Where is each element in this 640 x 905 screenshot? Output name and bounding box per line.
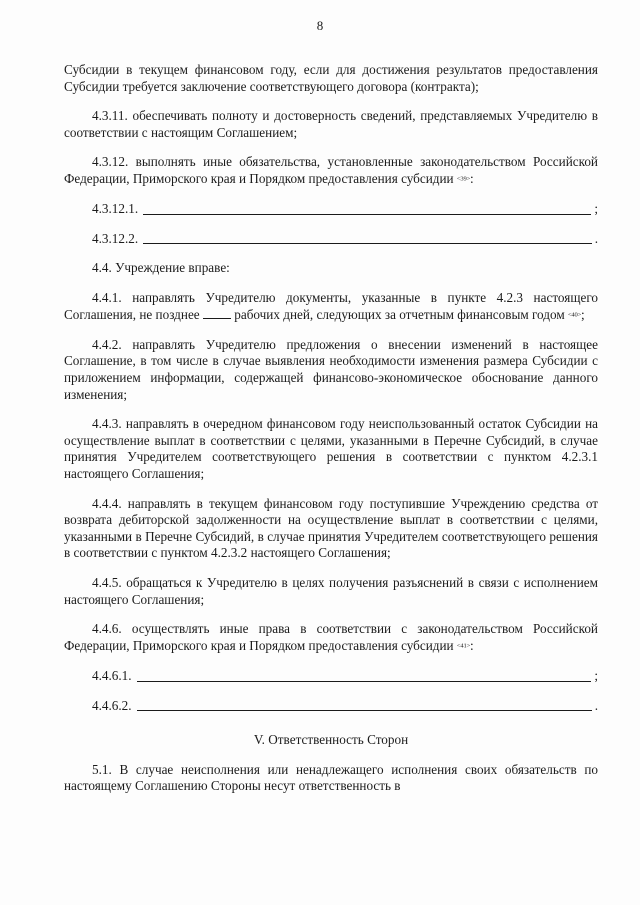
section-heading-responsibility: V. Ответственность Сторон — [253, 732, 409, 748]
paragraph-4-4-1-end: ; — [581, 306, 585, 322]
paragraph-4-3-12-text: 4.3.12. выполнять иные обязательства, установленные законодательством Российской Федерации, Приморского края и Порядком предоставления субсидии — [64, 154, 598, 186]
blank-line-4-4-6-1 — [64, 668, 598, 685]
paragraph-5-1: 5.1. В случае неисполнения или ненадлежащего исполнения своих обязательств по настоящему Соглашению Стороны несут ответственность в — [64, 761, 598, 794]
blank-line-4-4-6-2 — [64, 698, 598, 715]
paragraph-4-4-6-text: 4.4.6. осуществлять иные права в соответствии с законодательством Российской Федерации, Приморского края и Порядком предоставления субсидии — [64, 621, 598, 653]
fill-in-rule — [137, 680, 591, 682]
paragraph-4-4-1 — [64, 290, 598, 324]
paragraph-4-4-1-text-a: 4.4.1. направлять Учредителю документы, указанные в пункте 4.2.3 настоящего Соглашения, не позднее — [64, 290, 598, 322]
blank-line-number: 4.3.12.1. — [92, 201, 142, 217]
paragraph-4-4-1-text-b: рабочих дней, следующих за отчетным финансовым годом — [230, 306, 568, 322]
paragraph-4-3-12-end: : — [469, 170, 474, 186]
paragraph-4-3-11: 4.3.11. обеспечивать полноту и достоверность сведений, представляемых Учредителю в соответствии с настоящим Соглашением; — [64, 108, 598, 140]
blank-line-number: 4.4.6.1. — [92, 668, 135, 684]
paragraph-subsidy-contract: Субсидии в текущем финансовом году, если для достижения результатов предоставления Субсидии требуется заключение соответствующего договора (контракта); — [64, 62, 598, 94]
blank-line-end: ; — [594, 201, 598, 217]
footnote-ref-41: <41> — [456, 642, 470, 650]
paragraph-4-4-5: 4.4.5. обращаться к Учредителю в целях получения разъяснений в связи с исполнением настоящего Соглашения; — [64, 575, 598, 607]
fill-in-rule — [143, 213, 591, 215]
blank-line-end: . — [594, 230, 598, 246]
fill-in-rule — [137, 709, 592, 711]
page-number: 8 — [316, 18, 324, 33]
paragraph-4-4-2: 4.4.2. направлять Учредителю предложения о внесении изменений в настоящее Соглашение, в том числе в случае выявления необходимости изменения размера Субсидии с приложением информации, содержащей финансово-экономическое обоснование данного изменения; — [64, 336, 598, 402]
paragraph-4-4-6-end: : — [469, 637, 474, 653]
paragraph-4-4-6 — [64, 621, 598, 655]
blank-line-number: 4.3.12.2. — [92, 230, 142, 246]
fill-in-rule — [143, 242, 591, 244]
blank-line-end: . — [594, 697, 598, 713]
footnote-ref-40: <40> — [567, 311, 582, 319]
blank-line-number: 4.4.6.2. — [92, 697, 135, 713]
paragraph-4-4-3: 4.4.3. направлять в очередном финансовом году неиспользованный остаток Субсидии на осуществление выплат в соответствии с целями, указанными в Перечне Субсидий, в случае принятия Учредителем соответствующего решения в соответствии с пунктом 4.2.3.1 настоящего Соглашения; — [64, 416, 598, 482]
blank-line-4-3-12-1 — [64, 201, 598, 218]
paragraph-4-4-4: 4.4.4. направлять в текущем финансовом году поступившие Учреждению средства от возврата дебиторской задолженности на осуществление выплат в соответствии с целями, указанными в Перечне Субсидий, в случае принятия Учредителем соответствующего решения в соответствии с пунктом 4.2.3.2 настоящего Соглашения; — [64, 495, 598, 561]
blank-line-end: ; — [594, 668, 598, 684]
paragraph-4-4: 4.4. Учреждение вправе: — [92, 260, 230, 276]
footnote-ref-39: <39> — [456, 175, 470, 183]
paragraph-4-3-12 — [64, 154, 598, 188]
blank-line-4-3-12-2 — [64, 231, 598, 248]
fill-in-days-blank — [203, 317, 231, 319]
document-body — [64, 62, 598, 795]
